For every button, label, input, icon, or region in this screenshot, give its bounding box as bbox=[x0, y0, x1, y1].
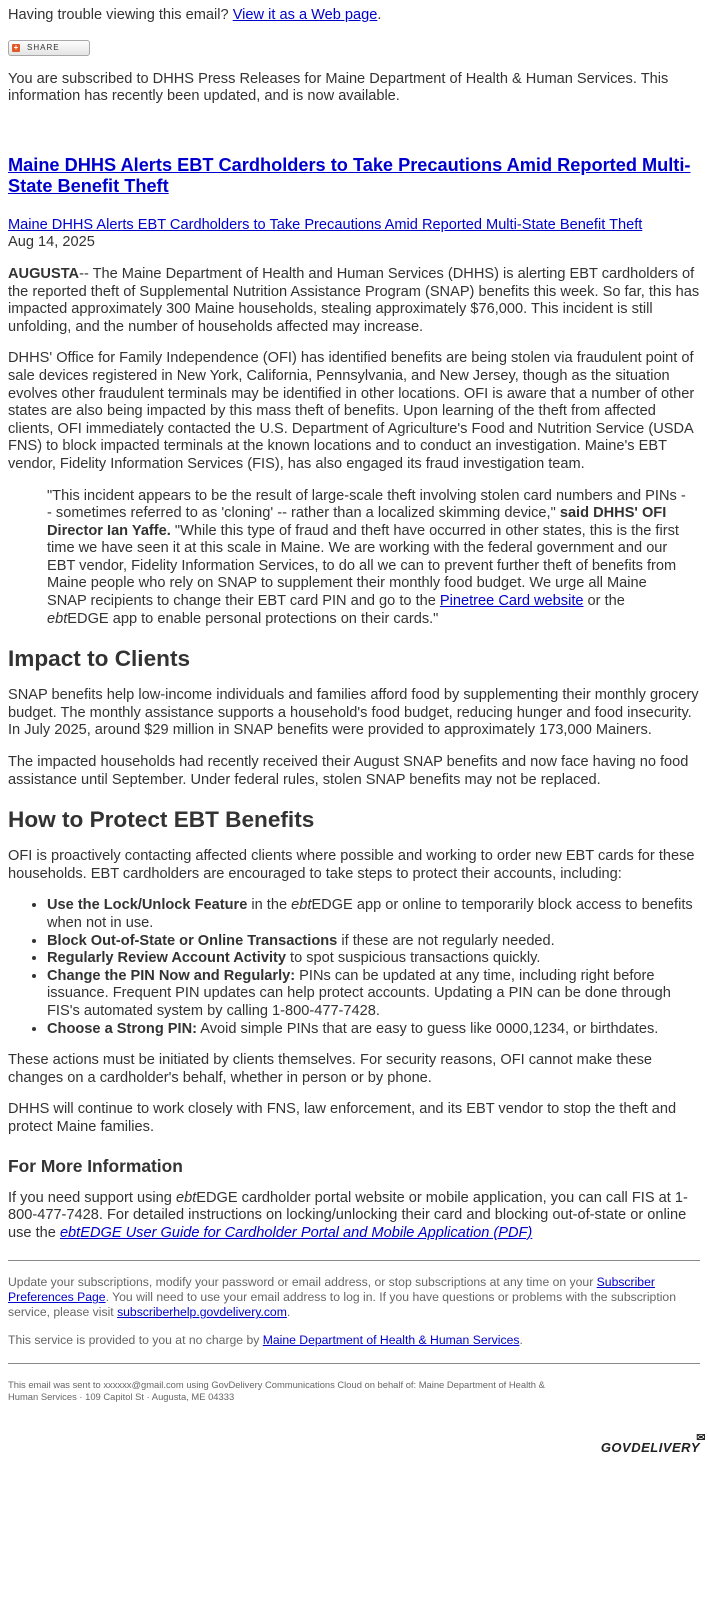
director-quote bbox=[47, 488, 687, 629]
ebt-italic: ebt bbox=[291, 897, 312, 914]
article-headline bbox=[8, 155, 700, 197]
ofi-paragraph: DHHS' Office for Family Independence (OFI) has identified benefits are being stolen via fraudulent point of sale devices registered in New York, California, Pennsylvania, and New Jersey, though as the situation evolves other fraudulent terminals may be identified in other locations. OFI is aware that a number of other states are also being impacted by this mass theft of benefits. Upon learning of the theft from affected clients, OFI immediately contacted the U.S. Department of Agriculture's Food and Nutrition Service (USDA FNS) to block impacted terminals at the known locations and to conduct an investigation. Maine's EBT vendor, Fidelity Information Services (FIS), has also engaged its fraud investigation team. bbox=[8, 350, 695, 472]
tip-text: in the bbox=[247, 897, 292, 914]
dateline: AUGUSTA bbox=[8, 265, 80, 282]
intro-text: -- The Maine Department of Health and Human Services (DHHS) is alerting EBT cardholders of the reported theft of Supplemental Nutrition Assistance Program (SNAP) benefits this week. So far, this has impacted approximately 300 Maine households, stealing approximately $76,000. This incident is still unfolding, and the number of households affected may increase. bbox=[8, 265, 700, 335]
list-item bbox=[47, 933, 700, 951]
footer-text: This service is provided to you at no charge by bbox=[8, 1333, 263, 1348]
edge-text: EDGE bbox=[311, 897, 353, 914]
ebt-italic: ebt bbox=[175, 1189, 197, 1206]
guide-title: EDGE User Guide for Cardholder Portal and Mobile Application (PDF) bbox=[80, 1224, 533, 1241]
article-link-row bbox=[8, 217, 700, 235]
quote-text-4: app to enable personal protections on their cards." bbox=[108, 610, 439, 627]
footer-divider bbox=[8, 1260, 700, 1261]
more-text-2: cardholder portal website or mobile application, you can call FIS at 1-800-477-7428. For detailed instructions on locking/unlocking their card and blocking out-of-state or online use the bbox=[8, 1189, 688, 1241]
list-item bbox=[47, 968, 700, 1021]
tip-title: Regularly Review Account Activity bbox=[47, 950, 286, 967]
impact-paragraph-2: The impacted households had recently received their August SNAP benefits and now face having no food assistance until September. Under federal rules, stolen SNAP benefits may not be replaced. bbox=[8, 754, 689, 788]
more-info-paragraph bbox=[8, 1190, 700, 1243]
share-label: SHARE bbox=[27, 43, 60, 53]
tip-title: Use the Lock/Unlock Feature bbox=[47, 897, 248, 914]
article-date: Aug 14, 2025 bbox=[8, 234, 95, 251]
share-button[interactable] bbox=[8, 40, 90, 56]
protect-paragraph-2: These actions must be initiated by clients themselves. For security reasons, OFI cannot make these changes on a cardholder's behalf, whether in person or by phone. bbox=[8, 1052, 653, 1086]
more-text-1: If you need support using bbox=[8, 1189, 176, 1206]
footer-text: . You will need to use your email address to log in. If you have questions or problems with the subscription service, please visit bbox=[8, 1290, 676, 1320]
footer-sent-to-text: This email was sent to xxxxxx@gmail.com using GovDelivery Communications Cloud on behalf of: Maine Department of Health & Human Services · 109 Capitol St · Augusta, ME 04333 bbox=[8, 1379, 545, 1403]
footer-subscriptions-text bbox=[8, 1275, 700, 1320]
subscriber-preferences-link[interactable]: Subscriber Preferences Page bbox=[8, 1275, 655, 1305]
intro-paragraph bbox=[8, 266, 700, 336]
quote-text-2: "While this type of fraud and theft have occurred in other states, this is the first time we have seen it at this scale in Maine. We are working with the federal government and our EBT vendor, Fidelity Information Services, to do all we can to prevent further theft of benefits from Maine people who rely on SNAP to supplement their monthly food budget. We urge all Maine SNAP recipients to change their EBT card PIN and go to the bbox=[47, 522, 679, 610]
maine-dhhs-link[interactable]: Maine Department of Health & Human Services bbox=[262, 1333, 520, 1348]
footer-text: . bbox=[286, 1305, 291, 1320]
tip-text: Avoid simple PINs that are easy to guess like 0000,1234, or birthdates. bbox=[197, 1020, 659, 1037]
govdelivery-wordmark: GOVDELIVERY bbox=[600, 1440, 700, 1456]
list-item bbox=[47, 897, 700, 932]
protect-paragraph-1: OFI is proactively contacting affected clients where possible and working to order new EBT cards for these households. EBT cardholders are encouraged to take steps to protect their accounts, including: bbox=[8, 848, 695, 882]
protection-tips-list bbox=[8, 897, 700, 1038]
article-title-link[interactable]: Maine DHHS Alerts EBT Cardholders to Take Precautions Amid Reported Multi-State Benefit Theft bbox=[8, 216, 643, 233]
tip-title: Block Out-of-State or Online Transactions bbox=[47, 932, 338, 949]
footer-text: . bbox=[519, 1333, 523, 1348]
govdelivery-logo bbox=[600, 1432, 706, 1456]
tip-text: PINs can be updated at any time, including right before issuance. Frequent PIN updates can help protect accounts. Updating a PIN can be done through FIS's automated system by calling 1-800-477-7428. bbox=[47, 967, 671, 1019]
share-plus-icon: + bbox=[13, 42, 19, 52]
tip-text: app or online to temporarily block access to benefits when not in use. bbox=[47, 897, 693, 931]
more-info-heading: For More Information bbox=[8, 1155, 183, 1176]
tip-text: if these are not regularly needed. bbox=[337, 932, 555, 949]
trouble-label: Having trouble viewing this email? bbox=[8, 7, 229, 23]
tip-title: Choose a Strong PIN: bbox=[47, 1020, 197, 1037]
footer-text: Update your subscriptions, modify your password or email address, or stop subscriptions at any time on your bbox=[8, 1275, 597, 1290]
list-item bbox=[47, 1021, 700, 1039]
edge-text: EDGE bbox=[196, 1189, 238, 1206]
view-web-page-link[interactable]: View it as a Web page bbox=[232, 7, 378, 23]
tip-text: to spot suspicious transactions quickly. bbox=[285, 950, 541, 967]
headline-link[interactable]: Maine DHHS Alerts EBT Cardholders to Take Precautions Amid Reported Multi-State Benefit Theft bbox=[8, 154, 691, 196]
quote-text-3: or the bbox=[583, 593, 625, 610]
list-item bbox=[47, 950, 700, 968]
guide-ebt: ebt bbox=[59, 1224, 81, 1241]
trouble-viewing-text bbox=[8, 7, 700, 25]
envelope-icon: ✉ bbox=[696, 1432, 706, 1445]
edge-text: EDGE bbox=[67, 610, 109, 627]
impact-paragraph-1: SNAP benefits help low-income individuals and families afford food by supplementing their monthly grocery budget. The monthly assistance supports a household's food budget, reducing hunger and food insecurity. In July 2025, around $29 million in SNAP benefits were provided to approximately 173,000 Mainers. bbox=[8, 687, 699, 739]
impact-heading: Impact to Clients bbox=[8, 646, 191, 672]
protect-paragraph-3: DHHS will continue to work closely with FNS, law enforcement, and its EBT vendor to stop the theft and protect Maine families. bbox=[8, 1101, 677, 1135]
subscription-notice: You are subscribed to DHHS Press Releases for Maine Department of Health & Human Services. This information has recently been updated, and is now available. bbox=[8, 70, 669, 105]
protect-heading: How to Protect EBT Benefits bbox=[8, 807, 315, 833]
user-guide-link[interactable] bbox=[60, 1225, 532, 1241]
ebt-italic: ebt bbox=[47, 610, 68, 627]
trouble-end: . bbox=[377, 7, 382, 23]
footer-divider-2 bbox=[8, 1363, 700, 1364]
tip-title: Change the PIN Now and Regularly: bbox=[47, 967, 296, 984]
footer-service-text bbox=[8, 1333, 700, 1348]
quote-text-1: "This incident appears to be the result of large-scale theft involving stolen card numbers and PINs -- sometimes referred to as 'cloning' -- rather than a localized skimming device," bbox=[47, 487, 686, 522]
subscriber-help-link[interactable]: subscriberhelp.govdelivery.com bbox=[117, 1305, 287, 1320]
pinetree-card-link[interactable]: Pinetree Card website bbox=[439, 593, 584, 610]
quote-attribution: said DHHS' OFI Director Ian Yaffe. bbox=[47, 505, 667, 539]
